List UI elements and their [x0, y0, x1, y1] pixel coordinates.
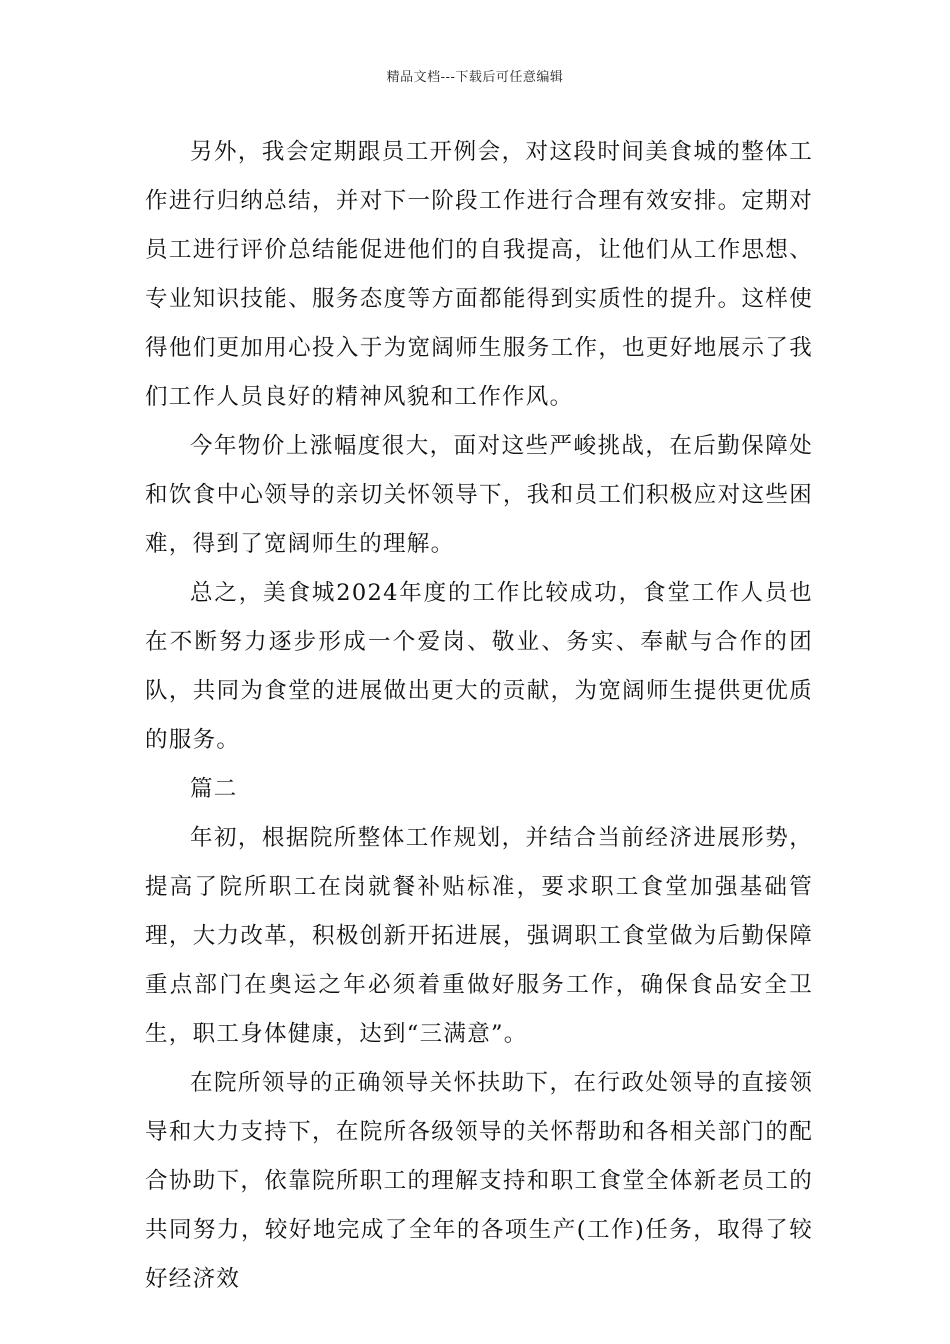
- paragraph-prices: 今年物价上涨幅度很大，面对这些严峻挑战，在后勤保障处和饮食中心领导的亲切关怀领导下，我和员工们积极应对这些困难，得到了宽阔师生的理解。: [145, 433, 813, 557]
- document-body: [145, 128, 813, 1304]
- paragraph-meeting: 另外，我会定期跟员工开例会，对这段时间美食城的整体工作进行归纳总结，并对下一阶段工作进行合理有效安排。定期对员工进行评价总结能促进他们的自我提高，让他们从工作思想、专业知识技能、服务态度等方面都能得到实质性的提升。这样使得他们更加用心投入于为宽阔师生服务工作，也更好地展示了我们工作人员良好的精神风貌和工作作风。: [145, 139, 813, 410]
- paragraph-leadership: 在院所领导的正确领导关怀扶助下，在行政处领导的直接领导和大力支持下，在院所各级领导的关怀帮助和各相关部门的配合协助下，依靠院所职工的理解支持和职工食堂全体新老员工的共同努力，较好地完成了全年的各项生产(工作)任务，取得了较好经济效: [145, 1070, 813, 1292]
- page-header: 精品文档---下载后可任意编辑: [386, 70, 564, 85]
- paragraph-plan: 年初，根据院所整体工作规划，并结合当前经济进展形势，提高了院所职工在岗就餐补贴标准，要求职工食堂加强基础管理，大力改革，积极创新开拓进展，强调职工食堂做为后勤保障重点部门在奥运之年必须着重做好服务工作，确保食品安全卫生，职工身体健康，达到“三满意”。: [145, 825, 813, 1047]
- paragraph-summary: 总之，美食城2024年度的工作比较成功，食堂工作人员也在不断努力逐步形成一个爱岗、敬业、务实、奉献与合作的团队，共同为食堂的进展做出更大的贡献，为宽阔师生提供更优质的服务。: [145, 580, 813, 753]
- section-heading: 篇二: [190, 776, 238, 802]
